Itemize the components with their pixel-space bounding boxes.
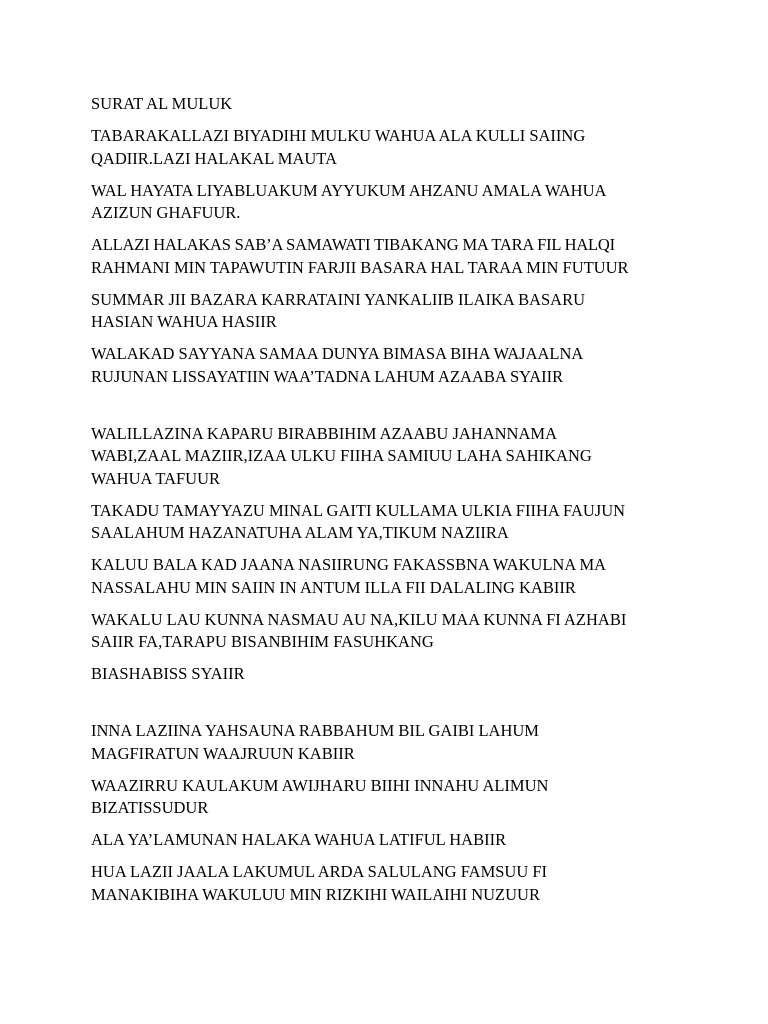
verse-line: ALLAZI HALAKAS SAB’A SAMAWATI TIBAKANG MA TARA FIL HALQI	[91, 235, 615, 254]
verse-line: TAKADU TAMAYYAZU MINAL GAITI KULLAMA ULKIA FIIHA FAUJUN	[91, 500, 626, 520]
verse-paragraph	[91, 500, 751, 545]
verse-line: HUA LAZII JAALA LAKUMUL ARDA SALULANG FAMSUU FI	[91, 862, 548, 881]
verse-line: WALILLAZINA KAPARU BIRABBIHIM AZAABU JAHANNAMA	[91, 423, 557, 443]
verse-line: WAKALU LAU KUNNA NASMAU AU NA,KILU MAA KUNNA FI AZHABI	[91, 609, 627, 629]
verse-paragraph	[91, 554, 751, 599]
verse-line: TABARAKALLAZI BIYADIHI MULKU WAHUA ALA KULLI SAIING	[91, 126, 586, 145]
verse-line: RUJUNAN LISSAYATIIN WAA’TADNA LAHUM AZAABA SYAIIR	[91, 366, 564, 386]
verse-paragraph	[91, 663, 751, 686]
verse-line: HASIAN WAHUA HASIIR	[91, 312, 277, 331]
verse-line: RAHMANI MIN TAPAWUTIN FARJII BASARA HAL TARAA MIN FUTUUR	[91, 257, 629, 277]
section-spacer	[91, 695, 751, 720]
verse-paragraph	[91, 343, 751, 388]
verse-paragraph	[91, 423, 751, 491]
verse-line: NASSALAHU MIN SAIIN IN ANTUM ILLA FII DALALING KABIIR	[91, 577, 576, 597]
verse-paragraph	[91, 829, 751, 852]
verse-paragraph	[91, 234, 751, 279]
verse-line: QADIIR.LAZI HALAKAL MAUTA	[91, 148, 337, 168]
verse-line: WAHUA TAFUUR	[91, 468, 221, 488]
verse-line: INNA LAZIINA YAHSAUNA RABBAHUM BIL GAIBI LAHUM	[91, 721, 539, 740]
verse-line: ALA YA’LAMUNAN HALAKA WAHUA LATIFUL HABIIR	[91, 830, 507, 849]
verse-line: MANAKIBIHA WAKULUU MIN RIZKIHI WAILAIHI NUZUUR	[91, 884, 540, 904]
verse-line: WAAZIRRU KAULAKUM AWIJHARU BIIHI INNAHU ALIMUN	[91, 775, 549, 795]
verse-line: MAGFIRATUN WAAJRUUN KABIIR	[91, 743, 355, 763]
verse-paragraph	[91, 125, 751, 170]
document-title: SURAT AL MULUK	[91, 94, 233, 113]
verse-line: SUMMAR JII BAZARA KARRATAINI YANKALIIB ILAIKA BASARU	[91, 289, 586, 309]
verse-line: SAIIR FA,TARAPU BISANBIHIM FASUHKANG	[91, 632, 434, 651]
verse-line: AZIZUN GHAFUUR.	[91, 203, 241, 222]
verse-paragraph	[91, 180, 751, 225]
verse-paragraph	[91, 609, 751, 654]
section-spacer	[91, 398, 751, 423]
verse-line: WAL HAYATA LIYABLUAKUM AYYUKUM AHZANU AMALA WAHUA	[91, 180, 607, 200]
verse-paragraph	[91, 775, 751, 820]
verse-line: SAALAHUM HAZANATUHA ALAM YA,TIKUM NAZIIRA	[91, 523, 509, 542]
verse-paragraph	[91, 720, 751, 765]
verse-paragraph	[91, 861, 751, 906]
document-body	[91, 93, 751, 916]
verse-line: WABI,ZAAL MAZIIR,IZAA ULKU FIIHA SAMIUU LAHA SAHIKANG	[91, 446, 592, 465]
verse-line: KALUU BALA KAD JAANA NASIIRUNG FAKASSBNA WAKULNA MA	[91, 555, 607, 574]
verse-line: BIASHABISS SYAIIR	[91, 664, 245, 683]
verse-line: BIZATISSUDUR	[91, 798, 209, 817]
verse-line: WALAKAD SAYYANA SAMAA DUNYA BIMASA BIHA WAJAALNA	[91, 344, 584, 363]
verse-paragraph	[91, 289, 751, 334]
